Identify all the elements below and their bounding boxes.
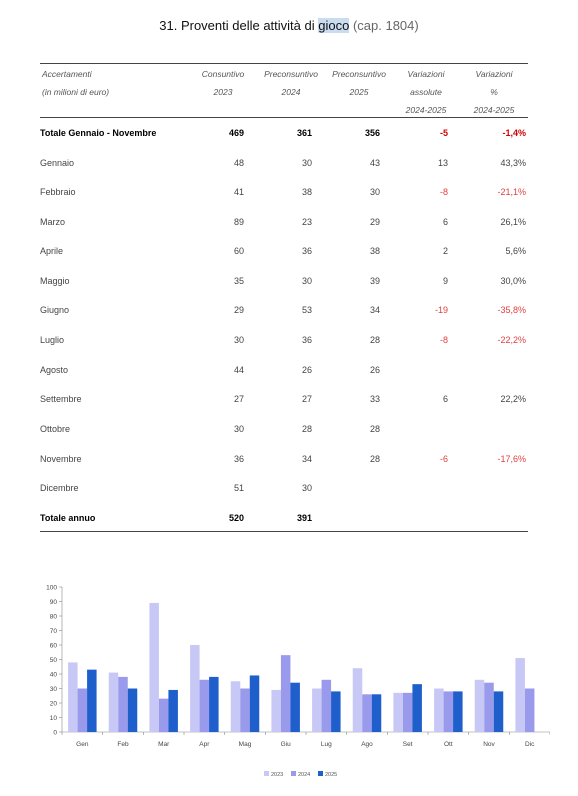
- header-preconsuntivo-2024: Preconsuntivo: [264, 69, 318, 79]
- cell-variazione-percentuale: 5,6%: [505, 246, 526, 256]
- cell-preconsuntivo-2024: 36: [301, 335, 312, 345]
- cell-variazione-percentuale: 30,0%: [500, 276, 526, 286]
- cell-consuntivo-2023: 60: [233, 246, 244, 256]
- table-row: [40, 424, 528, 438]
- x-tick-label: Mag: [238, 741, 252, 748]
- table-row: [40, 394, 528, 408]
- y-tick-label: 40: [49, 671, 57, 679]
- table-top-rule: [40, 63, 528, 64]
- cell-variazione-assoluta: -8: [439, 335, 448, 345]
- row-label: Totale annuo: [40, 513, 96, 523]
- bar-chart: [30, 582, 550, 792]
- table-row: [40, 128, 528, 142]
- cell-consuntivo-2023: 469: [228, 128, 244, 138]
- row-label: Marzo: [40, 217, 66, 227]
- bar-2024-nov: [484, 683, 494, 732]
- cell-variazione-assoluta: 6: [442, 217, 448, 227]
- table-row: [40, 513, 528, 527]
- x-tick-label: Feb: [117, 741, 129, 748]
- table-row: [40, 365, 528, 379]
- table-row: [40, 335, 528, 349]
- cell-preconsuntivo-2025: 28: [369, 454, 380, 464]
- cell-preconsuntivo-2025: 28: [369, 335, 380, 345]
- header-preconsuntivo-2025-year: 2025: [349, 87, 369, 97]
- row-label: Gennaio: [40, 158, 75, 168]
- bar-2024-ott: [444, 691, 454, 732]
- table-row: [40, 483, 528, 497]
- table-row: [40, 305, 528, 319]
- x-tick-label: Giu: [280, 741, 291, 748]
- cell-variazione-assoluta: 6: [442, 394, 448, 404]
- cell-consuntivo-2023: 29: [233, 305, 244, 315]
- title-cap: (cap. 1804): [352, 18, 419, 33]
- y-tick-label: 30: [49, 686, 57, 693]
- row-label: Luglio: [40, 335, 65, 345]
- bar-2025-lug: [331, 691, 341, 732]
- table-row: [40, 187, 528, 201]
- cell-preconsuntivo-2024: 38: [301, 187, 312, 197]
- table-row: [40, 217, 528, 231]
- cell-consuntivo-2023: 89: [233, 217, 244, 227]
- bar-2023-mar: [149, 603, 159, 732]
- cell-preconsuntivo-2024: 361: [296, 128, 312, 138]
- bar-2023-apr: [190, 645, 200, 732]
- cell-preconsuntivo-2024: 28: [301, 424, 312, 434]
- cell-variazione-percentuale: 43,3%: [500, 158, 526, 168]
- header-consuntivo: Consuntivo: [201, 69, 245, 79]
- header-consuntivo-year: 2023: [213, 87, 233, 97]
- cell-preconsuntivo-2025: 26: [369, 365, 380, 375]
- table-header-rule: [40, 117, 528, 118]
- cell-preconsuntivo-2024: 391: [296, 513, 312, 523]
- x-tick-label: Lug: [320, 741, 332, 748]
- cell-consuntivo-2023: 41: [233, 187, 244, 197]
- bar-2023-ago: [353, 668, 363, 732]
- header-variazioni-assolute: Variazioni: [407, 69, 445, 79]
- page-title: [0, 18, 578, 33]
- cell-consuntivo-2023: 27: [233, 394, 244, 404]
- bar-2024-lug: [322, 680, 332, 732]
- bar-2025-mar: [168, 690, 178, 732]
- row-label: Giugno: [40, 305, 70, 315]
- cell-preconsuntivo-2025: 33: [369, 394, 380, 404]
- bar-2024-set: [403, 693, 413, 732]
- row-label: Novembre: [40, 454, 82, 464]
- cell-variazione-percentuale: 22,2%: [500, 394, 526, 404]
- bar-2023-giu: [271, 690, 281, 732]
- table-row: [40, 246, 528, 260]
- cell-variazione-percentuale: -22,2%: [497, 335, 526, 345]
- x-tick-label: Mar: [158, 741, 170, 748]
- header-unit: (in milioni di euro): [42, 87, 110, 97]
- bar-2023-nov: [475, 680, 485, 732]
- cell-variazione-assoluta: 9: [442, 276, 448, 286]
- cell-variazione-percentuale: -1,4%: [502, 128, 526, 138]
- cell-preconsuntivo-2025: 30: [369, 187, 380, 197]
- row-label: Febbraio: [40, 187, 76, 197]
- row-label: Maggio: [40, 276, 70, 286]
- legend-swatch-2025: [318, 771, 323, 776]
- y-tick-label: 20: [49, 700, 57, 708]
- legend-label-2025: 2025: [325, 772, 338, 778]
- cell-preconsuntivo-2025: 43: [369, 158, 380, 168]
- x-tick-label: Ott: [443, 741, 453, 748]
- y-tick-label: 60: [49, 642, 57, 650]
- cell-variazione-assoluta: -19: [434, 305, 448, 315]
- bar-2024-giu: [281, 655, 291, 732]
- bar-2024-apr: [200, 680, 210, 732]
- cell-variazione-percentuale: -35,8%: [497, 305, 526, 315]
- row-label: Agosto: [40, 365, 69, 375]
- bar-2025-feb: [128, 689, 138, 733]
- cell-variazione-percentuale: -21,1%: [497, 187, 526, 197]
- cell-preconsuntivo-2025: 29: [369, 217, 380, 227]
- legend-swatch-2023: [264, 771, 269, 776]
- bar-2023-dic: [515, 658, 525, 732]
- cell-preconsuntivo-2024: 30: [301, 158, 312, 168]
- header-variazioni-percent: Variazioni: [475, 69, 513, 79]
- bar-2024-feb: [118, 677, 128, 732]
- cell-preconsuntivo-2025: 28: [369, 424, 380, 434]
- table-row: [40, 158, 528, 172]
- bar-2025-ott: [453, 691, 463, 732]
- bar-2023-gen: [68, 662, 78, 732]
- y-tick-label: 80: [49, 613, 57, 621]
- x-tick-label: Set: [402, 741, 413, 748]
- x-tick-label: Nov: [483, 741, 495, 748]
- cell-preconsuntivo-2024: 30: [301, 276, 312, 286]
- bar-2023-feb: [109, 673, 119, 732]
- row-label: Ottobre: [40, 424, 71, 434]
- cell-preconsuntivo-2024: 23: [301, 217, 312, 227]
- y-tick-label: 100: [46, 584, 57, 592]
- x-tick-label: Gen: [76, 741, 89, 748]
- cell-consuntivo-2023: 51: [233, 483, 244, 493]
- bar-2023-lug: [312, 689, 322, 733]
- x-tick-label: Dic: [524, 741, 535, 748]
- y-tick-label: 90: [49, 599, 57, 606]
- cell-preconsuntivo-2024: 30: [301, 483, 312, 493]
- cell-consuntivo-2023: 36: [233, 454, 244, 464]
- bar-2025-set: [412, 684, 422, 732]
- cell-consuntivo-2023: 48: [233, 158, 244, 168]
- bar-2024-mar: [159, 699, 169, 732]
- bar-2025-mag: [250, 675, 260, 732]
- table-row: [40, 454, 528, 468]
- header-percent-period: 2024-2025: [473, 105, 515, 115]
- cell-preconsuntivo-2025: 38: [369, 246, 380, 256]
- bar-2024-gen: [78, 689, 88, 733]
- cell-consuntivo-2023: 30: [233, 335, 244, 345]
- cell-preconsuntivo-2025: 356: [364, 128, 380, 138]
- x-tick-label: Ago: [361, 741, 373, 748]
- bar-2025-ago: [372, 694, 382, 732]
- bar-2024-mag: [240, 689, 250, 733]
- cell-variazione-percentuale: -17,6%: [497, 454, 526, 464]
- header-accertamenti: Accertamenti: [42, 69, 92, 79]
- title-prefix: 31. Proventi delle attività di: [159, 18, 319, 33]
- cell-preconsuntivo-2024: 53: [301, 305, 312, 315]
- y-tick-label: 70: [49, 628, 57, 635]
- title-highlight: gioco: [318, 18, 350, 33]
- cell-preconsuntivo-2025: 39: [369, 276, 380, 286]
- cell-variazione-percentuale: 26,1%: [500, 217, 526, 227]
- cell-variazione-assoluta: -8: [439, 187, 448, 197]
- cell-preconsuntivo-2025: 34: [369, 305, 380, 315]
- cell-consuntivo-2023: 30: [233, 424, 244, 434]
- cell-preconsuntivo-2024: 26: [301, 365, 312, 375]
- legend-label-2024: 2024: [298, 772, 311, 778]
- table-bottom-rule: [40, 531, 528, 532]
- bar-2025-gen: [87, 670, 97, 732]
- legend-label-2023: 2023: [271, 772, 284, 778]
- table-row: [40, 276, 528, 290]
- header-preconsuntivo-2025: Preconsuntivo: [332, 69, 386, 79]
- row-label: Totale Gennaio - Novembre: [40, 128, 157, 138]
- header-assolute-period: 2024-2025: [405, 105, 447, 115]
- cell-consuntivo-2023: 35: [233, 276, 244, 286]
- header-percent: %: [490, 87, 498, 97]
- y-tick-label: 10: [49, 715, 57, 722]
- cell-variazione-assoluta: 2: [442, 246, 448, 256]
- bar-2024-dic: [525, 689, 535, 733]
- row-label: Aprile: [40, 246, 64, 256]
- bar-2023-mag: [231, 681, 241, 732]
- row-label: Dicembre: [40, 483, 79, 493]
- row-label: Settembre: [40, 394, 82, 404]
- cell-variazione-assoluta: -5: [439, 128, 448, 138]
- cell-variazione-assoluta: -6: [439, 454, 448, 464]
- bar-2025-nov: [494, 691, 504, 732]
- y-tick-label: 50: [49, 657, 57, 664]
- x-tick-label: Apr: [199, 741, 210, 748]
- bar-2024-ago: [362, 694, 372, 732]
- header-preconsuntivo-2024-year: 2024: [281, 87, 301, 97]
- cell-consuntivo-2023: 520: [228, 513, 244, 523]
- bar-2025-apr: [209, 677, 219, 732]
- cell-consuntivo-2023: 44: [233, 365, 244, 375]
- cell-preconsuntivo-2024: 34: [301, 454, 312, 464]
- bar-2025-giu: [290, 683, 300, 732]
- legend-swatch-2024: [291, 771, 296, 776]
- y-tick-label: 0: [53, 729, 57, 737]
- header-assolute: assolute: [410, 87, 442, 97]
- bar-2023-set: [393, 693, 403, 732]
- cell-preconsuntivo-2024: 27: [301, 394, 312, 404]
- bar-2023-ott: [434, 689, 444, 733]
- cell-preconsuntivo-2024: 36: [301, 246, 312, 256]
- cell-variazione-assoluta: 13: [437, 158, 448, 168]
